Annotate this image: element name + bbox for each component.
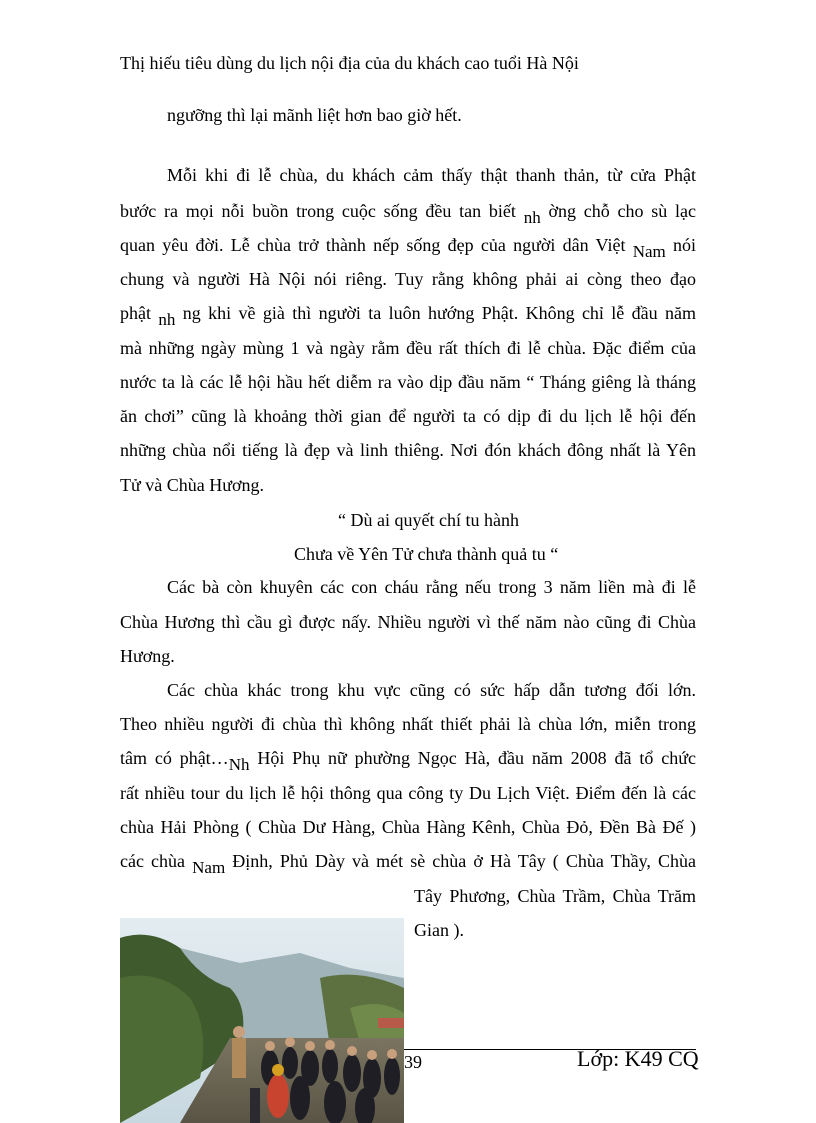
text-line: ngưỡng thì lại mãnh liệt hơn bao giờ hết.: [167, 105, 462, 125]
text-line: những chùa nổi tiếng là đẹp và linh thiêng. Nơi đón khách đông nhất là Yên: [120, 440, 696, 460]
page-header: Thị hiếu tiêu dùng du lịch nội địa của du khách cao tuổi Hà Nội: [120, 53, 579, 73]
text-line: Hương.: [120, 646, 175, 666]
text-line: phật nh ng khi về già thì người ta luôn hướng Phật. Không chỉ lễ đầu năm: [120, 303, 697, 329]
class-label: Lớp: K49 CQ: [577, 1046, 699, 1071]
text-line: quan yêu đời. Lễ chùa trở thành nếp sống đẹp của người dân Việt Nam nói: [120, 235, 697, 261]
page-number: 39: [404, 1052, 422, 1072]
text-line: các chùa Nam Định, Phủ Dày và mét sè chùa ở Hà Tây ( Chùa Thầy, Chùa: [120, 851, 697, 877]
text-line: tâm có phật…Nh Hội Phụ nữ phường Ngọc Hà, đầu năm 2008 đã tổ chức: [120, 748, 696, 774]
text-line: bước ra mọi nỗi buồn trong cuộc sống đều tan biết nh ờng chỗ cho sù lạc: [120, 201, 697, 227]
text-line: mà những ngày mùng 1 và ngày rằm đều rất thích đi lễ chùa. Đặc điểm của: [120, 338, 696, 358]
text-line: Chùa Hương thì cầu gì được nấy. Nhiều người vì thế năm nào cũng đi Chùa: [120, 612, 696, 632]
poem-line: “ Dù ai quyết chí tu hành: [338, 510, 519, 530]
text-line: chùa Hải Phòng ( Chùa Dư Hàng, Chùa Hàng Kênh, Chùa Đỏ, Đền Bà Đế ): [120, 817, 696, 837]
text-line: Theo nhiều người đi chùa thì không nhất thiết phải là chùa lớn, miễn trong: [120, 714, 696, 734]
text-line: rất nhiều tour du lịch lễ hội thông qua công ty Du Lịch Việt. Điểm đến là các: [120, 783, 696, 803]
text-line: Tử và Chùa Hương.: [120, 475, 265, 495]
text-line: Gian ).: [414, 920, 464, 940]
text-line: Mỗi khi đi lễ chùa, du khách cảm thấy thật thanh thản, từ cửa Phật: [167, 165, 696, 185]
text-line: nước ta là các lễ hội hầu hết diễm ra vào dịp đầu năm “ Tháng giêng là tháng: [120, 372, 696, 392]
text-line: Các chùa khác trong khu vực cũng có sức hấp dẫn tương đối lớn.: [167, 680, 696, 700]
text-line: Các bà còn khuyên các con cháu rằng nếu trong 3 năm liền mà đi lễ: [167, 577, 696, 597]
text-line: chung và người Hà Nội nói riêng. Tuy rằng không phải ai còng theo đạo: [120, 269, 696, 289]
text-line: ăn chơi” cũng là khoảng thời gian để người ta có dịp đi du lịch lễ hội đến: [120, 406, 696, 426]
poem-line: Chưa về Yên Tử chưa thành quả tu “: [294, 544, 559, 564]
text-line: Tây Phương, Chùa Trầm, Chùa Trăm: [414, 886, 696, 906]
pilgrims-photo: [120, 918, 404, 1123]
